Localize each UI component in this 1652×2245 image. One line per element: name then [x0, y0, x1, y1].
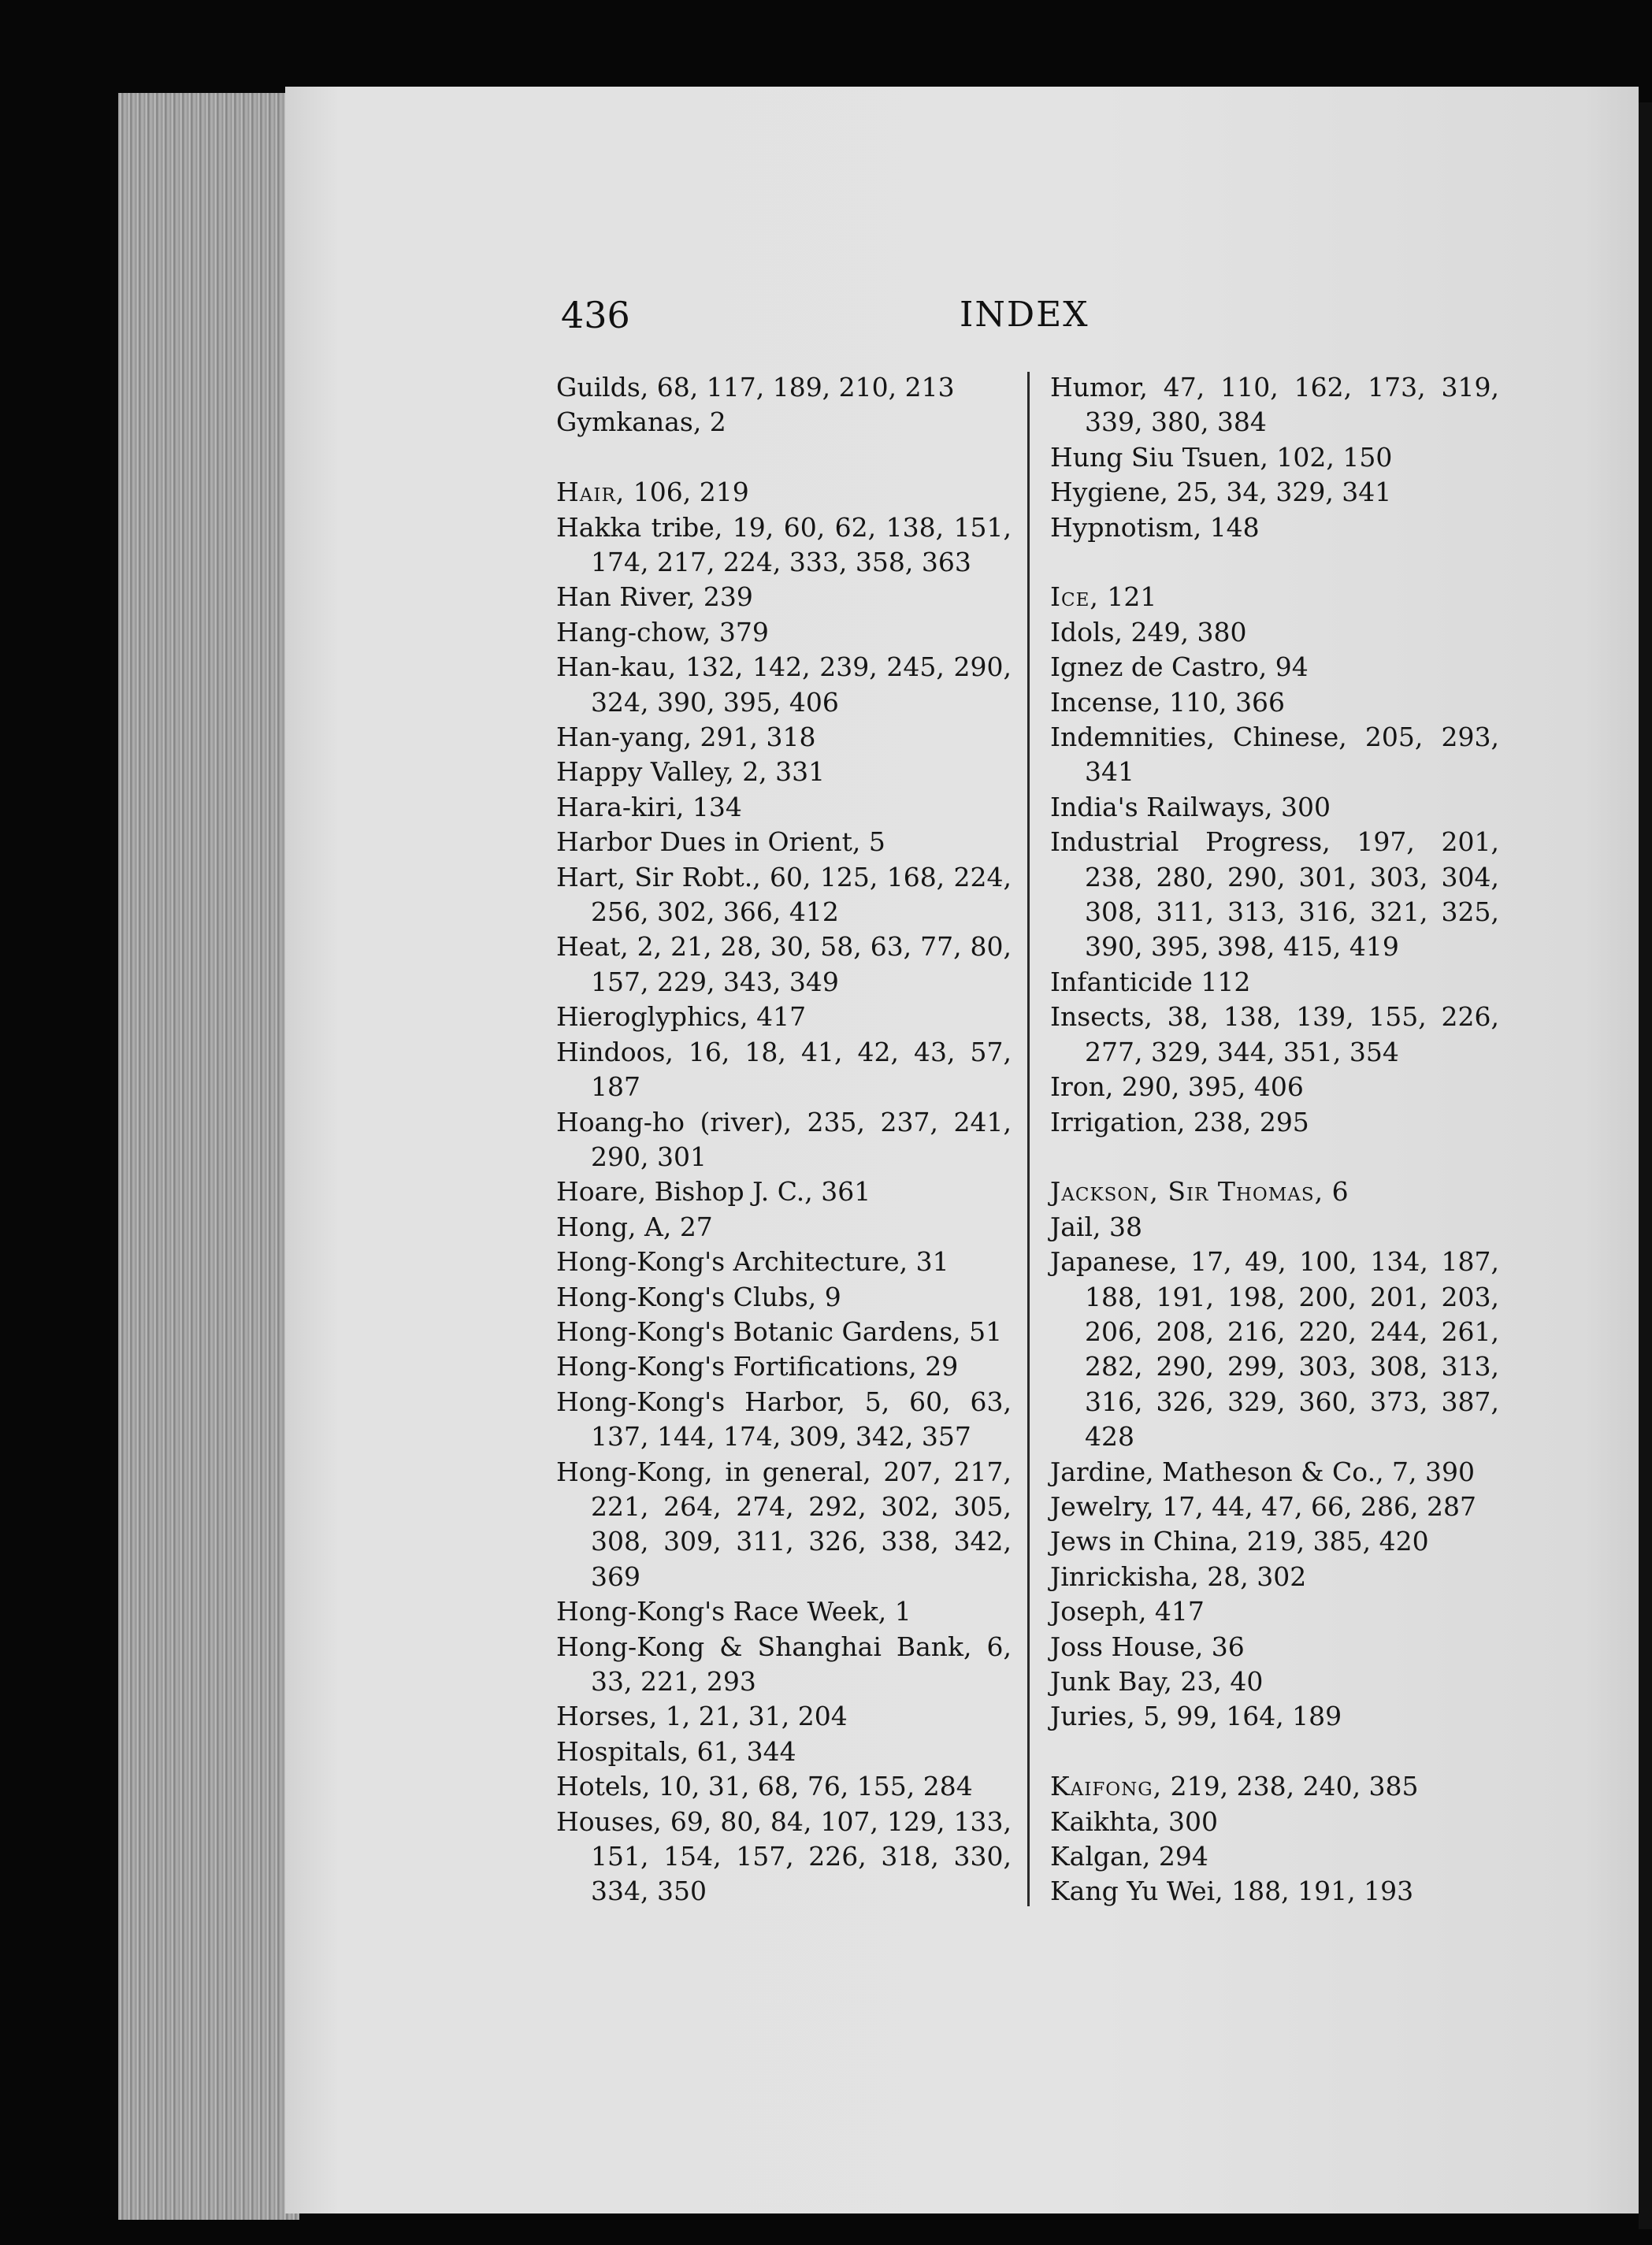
- index-entry: [1050, 1630, 1499, 1664]
- index-entry-text: 219, 238, 240, 385: [1162, 1771, 1419, 1802]
- index-entry-text: Horses, 1, 21, 31, 204: [556, 1701, 848, 1732]
- index-entry: [556, 370, 1012, 405]
- index-entry-text: Jardine, Matheson & Co., 7, 390: [1050, 1456, 1476, 1487]
- index-entry-text: Japanese, 17, 49, 100, 134, 187, 188, 191, 198, 200, 201, 203, 206, 208, 216, 220, 244, 261, 282, 290, 299, 303, 308, 313, 316, 326, 329, 360, 373, 387, 428: [1050, 1246, 1499, 1453]
- index-entry: [556, 510, 1012, 581]
- index-entry: [1050, 1874, 1499, 1909]
- index-entry-text: Hindoos, 16, 18, 41, 42, 43, 57, 187: [556, 1036, 1012, 1103]
- index-entry: [1050, 440, 1499, 475]
- index-column-left: [556, 370, 1012, 1909]
- index-entry: [556, 650, 1012, 720]
- index-entry: [1050, 510, 1499, 545]
- index-entry-text: Idols, 249, 380: [1050, 616, 1247, 648]
- index-entry: [1050, 1174, 1499, 1209]
- index-entry-text: Hoare, Bishop J. C., 361: [556, 1176, 871, 1208]
- index-entry: [1050, 1210, 1499, 1245]
- index-entry: [556, 1035, 1012, 1105]
- index-entry: [1050, 1455, 1499, 1490]
- index-entry-lead: Jackson, Sir Thomas,: [1050, 1176, 1324, 1208]
- index-entry: [556, 1699, 1012, 1734]
- index-entry-text: Han-kau, 132, 142, 239, 245, 290, 324, 390, 395, 406: [556, 651, 1012, 718]
- index-entry-text: Juries, 5, 99, 164, 189: [1050, 1701, 1342, 1732]
- index-entry-text: Incense, 110, 366: [1050, 686, 1285, 718]
- index-entry-text: Hong-Kong & Shanghai Bank, 6, 33, 221, 293: [556, 1631, 1012, 1698]
- running-head: [561, 291, 1112, 339]
- book-fore-edge: [118, 93, 299, 2220]
- index-entry: [556, 475, 1012, 510]
- index-entry-text: Hong-Kong's Clubs, 9: [556, 1281, 841, 1312]
- index-entry: [1050, 1560, 1499, 1594]
- index-entry: [556, 1210, 1012, 1245]
- index-entry: [1050, 825, 1499, 965]
- index-entry: [556, 1805, 1012, 1909]
- index-letter-gap: [1050, 545, 1499, 580]
- index-letter-gap: [556, 440, 1012, 475]
- index-entry-text: Humor, 47, 110, 162, 173, 319, 339, 380, 384: [1050, 372, 1499, 438]
- index-entry-text: Heat, 2, 21, 28, 30, 58, 63, 77, 80, 157, 229, 343, 349: [556, 931, 1012, 997]
- index-entry-text: Joseph, 417: [1050, 1596, 1205, 1627]
- index-entry-text: Gymkanas, 2: [556, 406, 726, 438]
- index-entry-text: Hong-Kong's Botanic Gardens, 51: [556, 1315, 1003, 1347]
- index-entry-lead: Hair,: [556, 477, 626, 508]
- index-entry: [556, 1735, 1012, 1769]
- index-entry-text: Houses, 69, 80, 84, 107, 129, 133, 151, 154, 157, 226, 318, 330, 334, 350: [556, 1805, 1012, 1907]
- index-entry-text: Guilds, 68, 117, 189, 210, 213: [556, 372, 955, 403]
- index-entry: [556, 1105, 1012, 1175]
- index-entry-text: Industrial Progress, 197, 201, 238, 280, 290, 301, 303, 304, 308, 311, 313, 316, 321, 325, 390, 395, 398, 415, 419: [1050, 826, 1499, 963]
- index-entry: [1050, 580, 1499, 614]
- index-entry-text: Hong-Kong, in general, 207, 217, 221, 264, 274, 292, 302, 305, 308, 309, 311, 326, 338, 342, 369: [556, 1456, 1012, 1592]
- index-entry: [1050, 1490, 1499, 1524]
- index-entry: [1050, 615, 1499, 650]
- index-entry: [556, 790, 1012, 825]
- index-entry-text: Hung Siu Tsuen, 102, 150: [1050, 441, 1393, 473]
- index-entry: [556, 1174, 1012, 1209]
- index-entry: [1050, 1524, 1499, 1559]
- index-entry-text: Junk Bay, 23, 40: [1050, 1666, 1264, 1697]
- index-entry: [1050, 720, 1499, 790]
- index-column-right: [1050, 370, 1499, 1909]
- column-divider: [1027, 372, 1030, 1906]
- index-entry: [556, 580, 1012, 614]
- index-entry: [556, 720, 1012, 755]
- index-entry-text: Happy Valley, 2, 331: [556, 756, 826, 788]
- index-entry-text: Jinrickisha, 28, 302: [1050, 1560, 1307, 1592]
- index-entry: [1050, 1664, 1499, 1699]
- index-letter-gap: [1050, 1735, 1499, 1769]
- index-entry: [556, 1245, 1012, 1279]
- index-entry-text: Kaikhta, 300: [1050, 1805, 1219, 1837]
- index-entry-text: Infanticide 112: [1050, 966, 1251, 997]
- index-entry: [1050, 685, 1499, 720]
- index-entry-lead: Kaifong,: [1050, 1771, 1163, 1802]
- page-right-shadow: [1639, 102, 1652, 2229]
- index-entry: [1050, 1245, 1499, 1454]
- index-entry-text: Ignez de Castro, 94: [1050, 651, 1309, 683]
- index-entry-text: Jail, 38: [1050, 1211, 1142, 1242]
- page-number: 436: [561, 294, 630, 336]
- index-entry: [1050, 1769, 1499, 1804]
- index-entry-lead: Ice,: [1050, 581, 1099, 613]
- index-entry-text: 6: [1323, 1176, 1349, 1208]
- index-entry: [1050, 370, 1499, 440]
- index-entry: [1050, 1805, 1499, 1839]
- index-entry-text: 106, 219: [625, 477, 749, 508]
- index-entry-text: Hygiene, 25, 34, 329, 341: [1050, 477, 1392, 508]
- page-title: INDEX: [960, 295, 1090, 335]
- index-entry: [556, 755, 1012, 789]
- index-entry-text: Hang-chow, 379: [556, 616, 769, 648]
- index-entry: [556, 1385, 1012, 1455]
- index-entry: [556, 1349, 1012, 1384]
- index-entry: [1050, 1594, 1499, 1629]
- index-entry-text: Hara-kiri, 134: [556, 791, 742, 822]
- index-letter-gap: [1050, 1140, 1499, 1174]
- index-entry: [556, 930, 1012, 1000]
- index-entry-text: Hong-Kong's Fortifications, 29: [556, 1351, 959, 1382]
- index-entry-text: Hotels, 10, 31, 68, 76, 155, 284: [556, 1771, 973, 1802]
- index-entry: [1050, 475, 1499, 510]
- index-entry-text: Hospitals, 61, 344: [556, 1735, 796, 1767]
- index-entry-text: Hakka tribe, 19, 60, 62, 138, 151, 174, 217, 224, 333, 358, 363: [556, 511, 1012, 578]
- index-entry-text: Kalgan, 294: [1050, 1841, 1208, 1872]
- index-entry-text: Hong-Kong's Architecture, 31: [556, 1246, 949, 1278]
- index-entry-text: Hoang-ho (river), 235, 237, 241, 290, 301: [556, 1106, 1012, 1172]
- index-entry: [1050, 1699, 1499, 1734]
- index-entry: [1050, 1839, 1499, 1874]
- index-entry-text: Jewelry, 17, 44, 47, 66, 286, 287: [1050, 1490, 1476, 1522]
- index-entry-text: Harbor Dues in Orient, 5: [556, 826, 885, 858]
- index-entry-text: Hieroglyphics, 417: [556, 1001, 807, 1033]
- index-entry-text: India's Railways, 300: [1050, 791, 1331, 822]
- index-entry: [556, 1769, 1012, 1804]
- index-entry: [556, 825, 1012, 859]
- index-entry: [1050, 1000, 1499, 1070]
- index-entry: [556, 1000, 1012, 1034]
- index-entry: [1050, 790, 1499, 825]
- index-entry-text: Han-yang, 291, 318: [556, 722, 816, 753]
- index-entry-text: Hart, Sir Robt., 60, 125, 168, 224, 256, 302, 366, 412: [556, 861, 1012, 928]
- index-entry: [556, 1315, 1012, 1349]
- index-entry: [556, 1630, 1012, 1700]
- index-entry: [556, 1280, 1012, 1315]
- index-entry-text: Hypnotism, 148: [1050, 511, 1260, 543]
- index-entry-text: Han River, 239: [556, 581, 753, 613]
- index-entry-text: Insects, 38, 138, 139, 155, 226, 277, 329, 344, 351, 354: [1050, 1001, 1499, 1067]
- index-entry-text: Kang Yu Wei, 188, 191, 193: [1050, 1876, 1414, 1907]
- index-entry: [1050, 1070, 1499, 1104]
- index-entry: [556, 860, 1012, 930]
- index-entry: [1050, 650, 1499, 685]
- index-entry-text: Joss House, 36: [1050, 1631, 1245, 1662]
- index-entry-text: Irrigation, 238, 295: [1050, 1106, 1309, 1137]
- index-entry-text: Hong-Kong's Race Week, 1: [556, 1596, 911, 1627]
- index-entry-text: Hong-Kong's Harbor, 5, 60, 63, 137, 144, 174, 309, 342, 357: [556, 1386, 1012, 1453]
- index-entry-text: Hong, A, 27: [556, 1211, 713, 1242]
- index-entry: [1050, 965, 1499, 1000]
- index-entry-text: Jews in China, 219, 385, 420: [1050, 1526, 1429, 1557]
- index-entry-text: Iron, 290, 395, 406: [1050, 1071, 1304, 1103]
- index-entry: [556, 1594, 1012, 1629]
- index-entry: [556, 405, 1012, 440]
- index-entry: [556, 615, 1012, 650]
- index-entry-text: 121: [1098, 581, 1157, 613]
- index-entry-text: Indemnities, Chinese, 205, 293, 341: [1050, 722, 1499, 788]
- index-entry: [1050, 1105, 1499, 1140]
- index-entry: [556, 1455, 1012, 1595]
